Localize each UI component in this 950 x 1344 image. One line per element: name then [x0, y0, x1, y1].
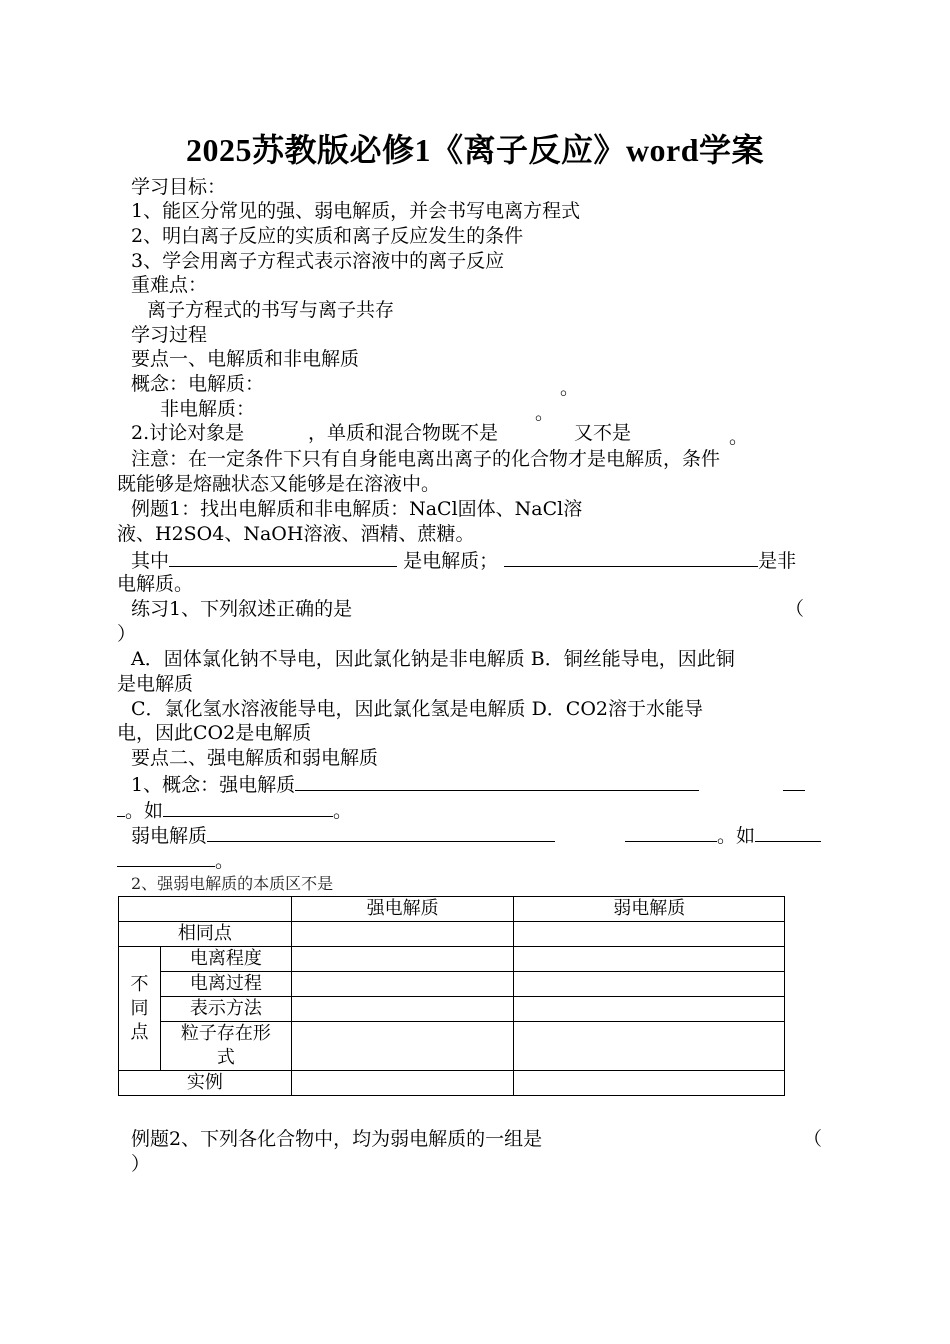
nonelectrolyte-answer-blank[interactable] — [504, 547, 758, 567]
answer-prefix: 其中 — [131, 550, 170, 572]
example1-answer-line — [131, 547, 796, 573]
table-cell[interactable] — [291, 922, 514, 947]
example1-line-2: 液、H2SO4、NaOH溶液、酒精、蔗糖。 — [117, 523, 475, 545]
example2-paren-close: ） — [131, 1153, 151, 1175]
strong-definition-blank[interactable] — [295, 771, 699, 791]
table-cell[interactable] — [291, 1022, 514, 1071]
page-title: 2025苏教版必修1《离子反应》word学案 — [185, 132, 765, 168]
answer-suffix: 是非 — [758, 550, 797, 572]
table-cell[interactable] — [291, 947, 514, 972]
note-line-2: 既能够是熔融状态又能够是在溶液中。 — [117, 473, 441, 495]
table-cell[interactable] — [514, 997, 785, 1022]
strong-definition-blank-end[interactable] — [117, 797, 125, 817]
table-cell[interactable] — [291, 972, 514, 997]
table-row — [119, 1071, 785, 1096]
discussion-part1: 2.讨论对象是 — [131, 422, 245, 444]
objectives-heading: 学习目标： — [131, 176, 227, 198]
strong-definition-blank-tail[interactable] — [783, 771, 805, 791]
nonelectrolyte-label: 非电解质： — [160, 398, 256, 420]
exercise1-option-cd: C．氯化氢水溶液能导电，因此氯化氢是电解质 D．CO2溶于水能导 — [131, 698, 704, 720]
strong-period: 。 — [333, 800, 353, 822]
weak-example-blank-cont[interactable] — [117, 847, 215, 867]
exercise1-question: 练习1、下列叙述正确的是 — [131, 598, 353, 620]
exercise1-option-ab: A．固体氯化钠不导电，因此氯化钠是非电解质 B．铜丝能导电，因此铜 — [131, 648, 735, 670]
table-cell[interactable] — [291, 997, 514, 1022]
table-corner-cell — [119, 897, 292, 922]
row-diff-group-label: 不同点 — [119, 947, 161, 1071]
exercise1-paren-open: （ — [785, 598, 805, 620]
exercise1-paren-close: ） — [117, 623, 137, 645]
weak-concept-line — [131, 822, 555, 848]
row-degree-label: 电离程度 — [160, 947, 291, 972]
strong-concept-line — [131, 771, 699, 797]
discussion-part3: 又不是 — [574, 422, 632, 444]
answer-line-2: 电解质。 — [117, 573, 194, 595]
table-cell[interactable] — [514, 922, 785, 947]
exercise1-option-cd-cont: 电，因此CO2是电解质 — [117, 722, 312, 744]
table-cell[interactable] — [514, 1071, 785, 1096]
weak-definition-blank[interactable] — [207, 822, 555, 842]
table-cell[interactable] — [514, 1022, 785, 1071]
table-cell[interactable] — [291, 1071, 514, 1096]
difference-heading: 2、强弱电解质的本质区不是 — [131, 874, 334, 893]
discussion-part4: 。 — [729, 426, 749, 448]
answer-mid: 是电解质； — [403, 550, 499, 572]
row-example-label: 实例 — [119, 1071, 292, 1096]
section2-heading: 要点二、强电解质和弱电解质 — [131, 747, 379, 769]
electrolyte-answer-blank[interactable] — [169, 547, 397, 567]
strong-concept-label: 1、概念：强电解质 — [131, 774, 296, 796]
nonelectrolyte-period: 。 — [535, 402, 555, 424]
objective-item-1: 1、能区分常见的强、弱电解质，并会书写电离方程式 — [131, 200, 581, 222]
weak-as-label: 。如 — [717, 825, 756, 847]
table-row — [119, 997, 785, 1022]
comparison-table — [118, 896, 785, 1096]
table-header-row — [119, 897, 785, 922]
table-row — [119, 972, 785, 997]
key-points-heading: 重难点： — [131, 274, 208, 296]
strong-example-line — [117, 797, 352, 823]
table-cell[interactable] — [514, 947, 785, 972]
col-strong-header: 强电解质 — [291, 897, 514, 922]
example2-paren-open: （ — [803, 1128, 823, 1150]
example1-line-1: 例题1：找出电解质和非电解质：NaCl固体、NaCl溶 — [131, 498, 583, 520]
exercise1-option-ab-cont: 是电解质 — [117, 673, 194, 695]
electrolyte-period: 。 — [560, 377, 580, 399]
weak-period: 。 — [215, 850, 235, 872]
row-same-label: 相同点 — [119, 922, 292, 947]
table-row — [119, 947, 785, 972]
col-weak-header: 弱电解质 — [514, 897, 785, 922]
strong-as-label: 。如 — [125, 800, 164, 822]
objective-item-3: 3、学会用离子方程式表示溶液中的离子反应 — [131, 250, 505, 272]
weak-concept-label: 弱电解质 — [131, 825, 208, 847]
section1-heading: 要点一、电解质和非电解质 — [131, 348, 360, 370]
electrolyte-concept-label: 概念：电解质： — [131, 373, 265, 395]
row-particle-label: 粒子存在形式 — [160, 1022, 291, 1071]
discussion-part2: ，单质和混合物既不是 — [308, 422, 499, 444]
strong-example-blank[interactable] — [163, 797, 333, 817]
table-row — [119, 922, 785, 947]
weak-example-line — [625, 822, 821, 848]
example2-question: 例题2、下列各化合物中，均为弱电解质的一组是 — [131, 1128, 543, 1150]
weak-example-line-2 — [117, 847, 234, 873]
table-row — [119, 1022, 785, 1071]
row-method-label: 表示方法 — [160, 997, 291, 1022]
objective-item-2: 2、明白离子反应的实质和离子反应发生的条件 — [131, 225, 524, 247]
note-line-1: 注意：在一定条件下只有自身能电离出离子的化合物才是电解质，条件 — [131, 448, 721, 470]
key-points-text: 离子方程式的书写与离子共存 — [147, 299, 395, 321]
weak-example-blank[interactable] — [755, 822, 821, 842]
weak-definition-blank-tail[interactable] — [625, 822, 717, 842]
table-cell[interactable] — [514, 972, 785, 997]
row-process-label: 电离过程 — [160, 972, 291, 997]
process-heading: 学习过程 — [131, 324, 208, 346]
